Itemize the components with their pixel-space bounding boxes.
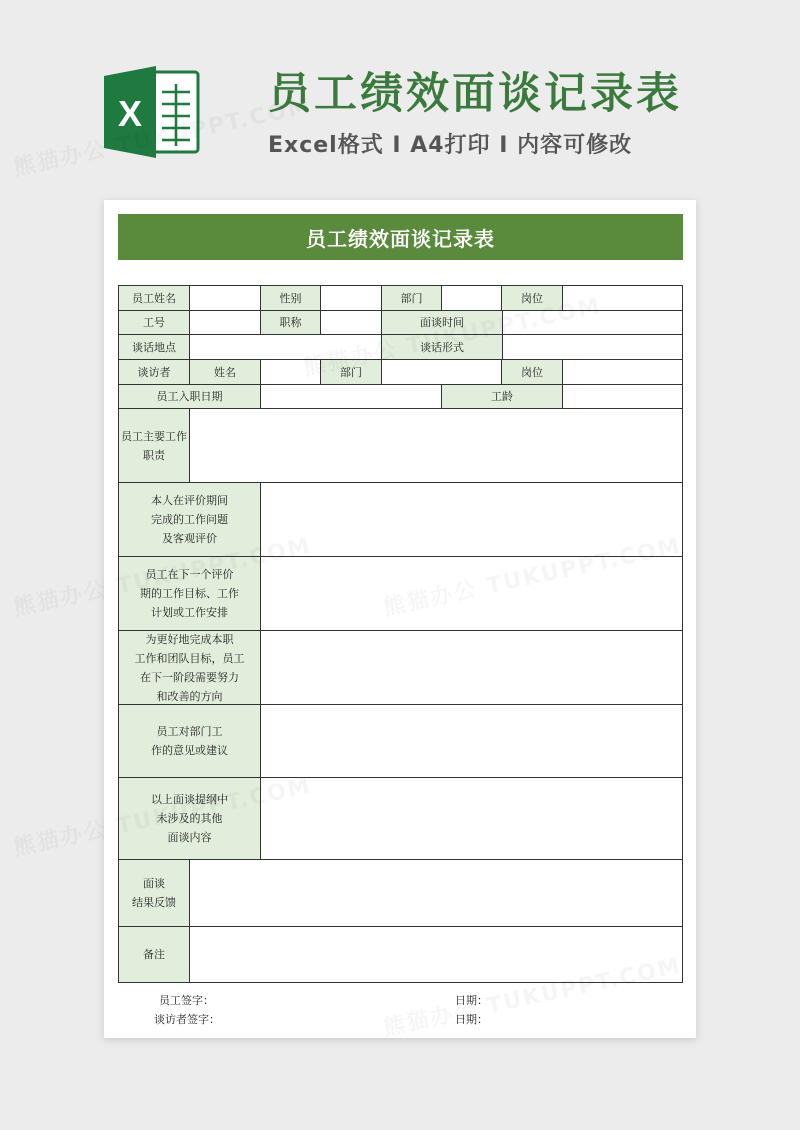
label-interviewer-dept: 部门: [321, 360, 382, 385]
field-interviewer-position[interactable]: [563, 360, 682, 385]
label-hire-date: 员工入职日期: [119, 385, 261, 409]
label-seniority: 工龄: [442, 385, 563, 409]
label-location: 谈话地点: [119, 335, 190, 360]
label-employee-name: 员工姓名: [119, 286, 190, 311]
label-remarks: 备注: [119, 927, 190, 982]
label-interviewer: 谈访者: [119, 360, 190, 385]
label-suggestions: 员工对部门工 作的意见或建议: [119, 705, 261, 778]
field-department[interactable]: [442, 286, 502, 311]
field-result-feedback[interactable]: [190, 860, 682, 927]
label-gender: 性别: [261, 286, 321, 311]
form-banner: 员工绩效面谈记录表: [118, 214, 683, 260]
label-interview-form: 谈话形式: [382, 335, 503, 360]
field-main-duties[interactable]: [190, 409, 682, 483]
label-self-evaluation: 本人在评价期间 完成的工作问题 及客观评价: [119, 483, 261, 557]
page-subtitle: Excel格式 I A4打印 I 内容可修改: [268, 133, 633, 158]
field-employee-name[interactable]: [190, 286, 261, 311]
interviewer-signature[interactable]: 谈访者签字：: [154, 1013, 220, 1026]
field-gender[interactable]: [321, 286, 382, 311]
field-interviewer-name[interactable]: [261, 360, 321, 385]
label-next-goals: 员工在下一个评价 期的工作目标、工作 计划或工作安排: [119, 557, 261, 631]
label-result-feedback: 面谈 结果反馈: [119, 860, 190, 927]
excel-logo-icon: [104, 64, 200, 160]
field-position[interactable]: [563, 286, 682, 311]
field-hire-date[interactable]: [261, 385, 442, 409]
label-position: 岗位: [502, 286, 563, 311]
field-remarks[interactable]: [190, 927, 682, 982]
label-interview-time: 面谈时间: [382, 311, 503, 335]
field-interviewer-dept[interactable]: [382, 360, 502, 385]
signature-area: [118, 988, 683, 1032]
label-improvement: 为更好地完成本职 工作和团队目标，员工 在下一阶段需要努力 和改善的方向: [119, 631, 261, 705]
field-title[interactable]: [321, 311, 382, 335]
field-employee-id[interactable]: [190, 311, 261, 335]
field-seniority[interactable]: [563, 385, 682, 409]
label-title: 职称: [261, 311, 321, 335]
logo-letter: X: [117, 93, 143, 134]
field-other-content[interactable]: [261, 778, 682, 860]
label-interviewer-name: 姓名: [190, 360, 261, 385]
field-improvement[interactable]: [261, 631, 682, 705]
label-department: 部门: [382, 286, 442, 311]
date-2[interactable]: 日期：: [455, 1013, 488, 1026]
label-main-duties: 员工主要工作 职责: [119, 409, 190, 483]
field-next-goals[interactable]: [261, 557, 682, 631]
field-self-evaluation[interactable]: [261, 483, 682, 557]
page-title: 员工绩效面谈记录表: [268, 69, 682, 119]
field-suggestions[interactable]: [261, 705, 682, 778]
date-1[interactable]: 日期：: [455, 994, 488, 1007]
label-other-content: 以上面谈提纲中 未涉及的其他 面谈内容: [119, 778, 261, 860]
label-employee-id: 工号: [119, 311, 190, 335]
field-location[interactable]: [190, 335, 382, 360]
employee-signature[interactable]: 员工签字：: [159, 994, 214, 1007]
field-interview-time[interactable]: [503, 311, 682, 335]
form-grid: [118, 285, 683, 983]
field-interview-form[interactable]: [503, 335, 682, 360]
label-interviewer-position: 岗位: [502, 360, 563, 385]
